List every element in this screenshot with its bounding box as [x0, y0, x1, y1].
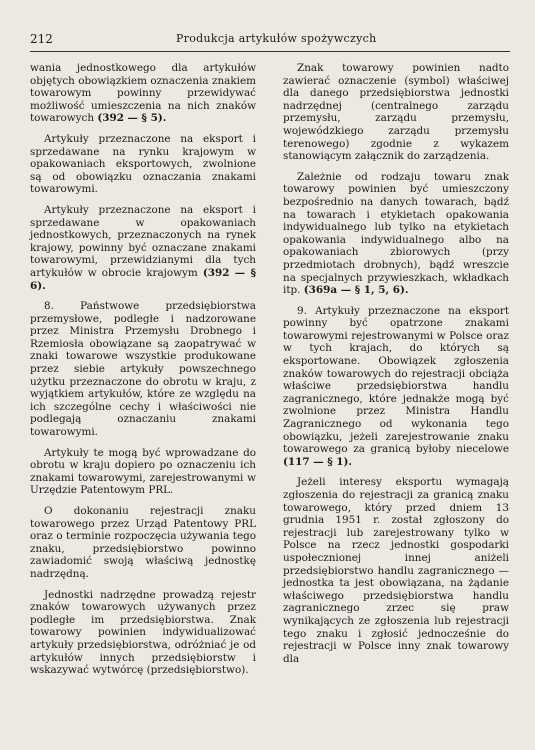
- paragraph: [30, 589, 256, 677]
- paragraph: [30, 447, 256, 497]
- paragraph-text: Zależnie od rodzaju towaru znak towarowy powinien być umieszczony bezpośrednio na danych towarach, bądź na towarach i etykietach opakowania indywidualnego lub tylko na etykietach opakowania indywidualnego albo na opakowaniach zbiorowych (przy przedmiotach drobnych), bądź wreszcie na specjalnych przywieszkach, wkładkach itp.: [283, 170, 509, 297]
- paragraph: [30, 204, 256, 292]
- paragraph: [30, 300, 256, 439]
- paragraph-text: 8. Państwowe przedsiębiorstwa przemysłowe, podległe i nadzorowane przez Ministra Przemysłu Drobnego i Rzemiosła obowiązane są zaopatrywać w znaki towarowe wszystkie produkowane przez siebie artykuły powszechnego użytku przeznaczone do obrotu w kraju, z wyjątkiem artykułów, które ze względu na ich szczególne cechy i właściwości nie podlegają oznaczaniu znakami towarowymi.: [30, 300, 256, 439]
- header-rule: [30, 51, 510, 52]
- paragraph-text: Jednostki nadrzędne prowadzą rejestr znaków towarowych używanych przez podległe im przedsiębiorstwa. Znak towarowy powinien indywidualizować artykuły przedsiębiorstwa, odróżniać je od artykułów innych przedsiębiorstw i wskazywać wytwórcę (przedsiębiorstwo).: [30, 588, 256, 677]
- legal-reference: (117 — § 1).: [283, 455, 353, 468]
- paragraph-text: Jeżeli interesy eksportu wymagają zgłoszenia do rejestracji za granicą znaku towarowego, który przed dniem 13 grudnia 1951 r. został zgłoszony do rejestracji lub zarejestrowany tylko w Polsce na rzecz jednostki gospodarki uspołecznionej innej aniżeli przedsiębiorstwo handlu zagranicznego — jednostka ta jest obowiązana, na żądanie właściwego przedsiębiorstwa handlu zagranicznego zrzec się praw wynikających ze zgłoszenia lub rejestracji tego znaku i zgłosić jednocześnie do rejestracji w Polsce inny znak towarowy dla: [283, 476, 509, 665]
- paragraph: [283, 171, 509, 297]
- legal-reference: (369a — § 1, 5, 6).: [303, 284, 409, 297]
- paragraph-text: Znak towarowy powinien nadto zawierać oznaczenie (symbol) właściwej dla danego przedsiębiorstwa jednostki nadrzędnej (centralnego zarządu przemysłu, zarządu przemysłu, wojewódzkiego zarządu przemysłu terenowego) zgodnie z wykazem stanowiącym załącznik do zarządzenia.: [283, 62, 509, 163]
- page-number: 212: [30, 32, 53, 46]
- legal-reference: (392 — § 5).: [97, 112, 167, 125]
- paragraph: [30, 62, 256, 125]
- paragraph-text: O dokonaniu rejestracji znaku towarowego przez Urząd Patentowy PRL oraz o terminie rozpoczęcia używania tego znaku, przedsiębiorstwo powinno zawiadomić swoją właściwą jednostkę nadrzędną.: [30, 505, 256, 580]
- paragraph-text: 9. Artykuły przeznaczone na eksport powinny być opatrzone znakami towarowymi rejestrowanymi w Polsce oraz w tych krajach, do których są eksportowane. Obowiązek zgłoszenia znaków towarowych do rejestracji obciąża właściwe przedsiębiorstwa handlu zagranicznego, które jednakże mogą być zwolnione przez Ministra Handlu Zagranicznego od wykonania tego obowiązku, jeżeli zarejestrowanie znaku towarowego za granicą byłoby niecelowe: [283, 304, 509, 456]
- right-column: [283, 62, 509, 673]
- paragraph: [30, 505, 256, 581]
- left-column: [30, 62, 256, 685]
- running-title: Produkcja artykułów spożywczych: [176, 32, 377, 45]
- paragraph-text: Artykuły te mogą być wprowadzane do obrotu w kraju dopiero po oznaczeniu ich znakami towarowymi, zarejestrowanymi w Urzędzie Patentowym PRL.: [30, 446, 256, 497]
- paragraph-text: wania jednostkowego dla artykułów objętych obowiązkiem oznaczenia znakiem towarowym powinny przewidywać możliwość umieszczenia na nich znaków towarowych: [30, 62, 256, 125]
- paragraph: [283, 476, 509, 665]
- legal-reference: (392 — § 6).: [30, 266, 257, 292]
- paragraph-text: Artykuły przeznaczone na eksport i sprzedawane w opakowaniach jednostkowych, przeznaczonych na rynek krajowy, powinny być oznaczane znakami towarowymi, przewidzianymi dla tych artykułów w obrocie krajowym: [30, 203, 256, 279]
- paragraph-text: Artykuły przeznaczone na eksport i sprzedawane na rynku krajowym w opakowaniach eksportowych, zwolnione są od obowiązku oznaczania znakami towarowymi.: [30, 132, 256, 196]
- paragraph: [283, 62, 509, 163]
- paragraph: [30, 133, 256, 196]
- paragraph: [283, 305, 509, 469]
- page-header: [30, 32, 508, 50]
